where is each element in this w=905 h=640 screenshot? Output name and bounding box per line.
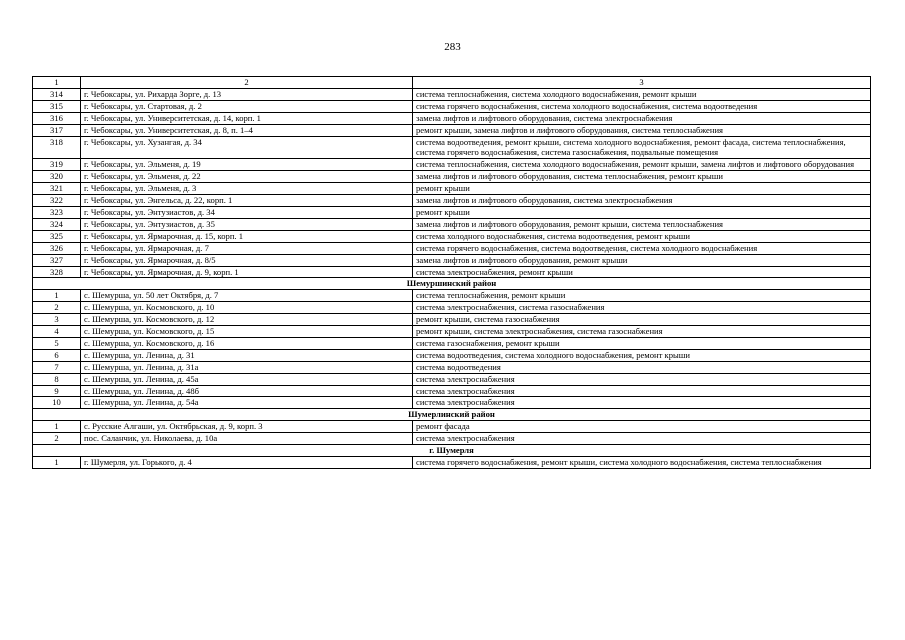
row-number-cell: 322 — [33, 195, 81, 207]
table-row — [33, 457, 871, 469]
works-cell: замена лифтов и лифтового оборудования, ремонт крыши — [413, 254, 871, 266]
row-number-cell: 327 — [33, 254, 81, 266]
row-number-cell: 5 — [33, 337, 81, 349]
page-number: 283 — [444, 41, 461, 53]
works-cell: система горячего водоснабжения, ремонт крыши, система холодного водоснабжения, система теплоснабжения — [413, 457, 871, 469]
address-cell: г. Чебоксары, ул. Ярмарочная, д. 8/5 — [81, 254, 413, 266]
table-row — [33, 171, 871, 183]
table-row — [33, 290, 871, 302]
table-row — [33, 326, 871, 338]
works-cell: система водоотведения, ремонт крыши, система холодного водоснабжения, ремонт фасада, система теплоснабжения, система горячего водоснабжения, система газоснабжения, подвальные помещения — [413, 136, 871, 159]
works-cell: система электроснабжения, система газоснабжения — [413, 302, 871, 314]
column-number-1: 1 — [33, 77, 81, 89]
address-cell: с. Шемурша, ул. Космовского, д. 12 — [81, 314, 413, 326]
works-cell: ремонт крыши — [413, 183, 871, 195]
works-cell: система горячего водоснабжения, система холодного водоснабжения, система водоотведения — [413, 100, 871, 112]
address-cell: с. Шемурша, ул. Ленина, д. 45а — [81, 373, 413, 385]
address-cell: с. Русские Алгаши, ул. Октябрьская, д. 9, корп. 3 — [81, 421, 413, 433]
works-cell: замена лифтов и лифтового оборудования, система электроснабжения — [413, 195, 871, 207]
row-number-cell: 2 — [33, 302, 81, 314]
row-number-cell: 316 — [33, 112, 81, 124]
address-cell: г. Чебоксары, ул. Энтузиастов, д. 35 — [81, 218, 413, 230]
repair-program-table — [32, 76, 871, 469]
header-row — [33, 77, 871, 89]
address-cell: с. Шемурша, ул. 50 лет Октября, д. 7 — [81, 290, 413, 302]
address-cell: г. Чебоксары, ул. Ярмарочная, д. 15, корп. 1 — [81, 230, 413, 242]
works-cell: ремонт фасада — [413, 421, 871, 433]
address-cell: г. Чебоксары, ул. Эльменя, д. 3 — [81, 183, 413, 195]
row-number-cell: 320 — [33, 171, 81, 183]
row-number-cell: 6 — [33, 349, 81, 361]
address-cell: г. Чебоксары, ул. Хузангая, д. 34 — [81, 136, 413, 159]
table-row — [33, 397, 871, 409]
address-cell: пос. Саланчик, ул. Николаева, д. 10а — [81, 433, 413, 445]
table-row — [33, 314, 871, 326]
row-number-cell: 317 — [33, 124, 81, 136]
table-row — [33, 218, 871, 230]
table-row — [33, 112, 871, 124]
address-cell: с. Шемурша, ул. Ленина, д. 54а — [81, 397, 413, 409]
row-number-cell: 328 — [33, 266, 81, 278]
works-cell: замена лифтов и лифтового оборудования, система электроснабжения — [413, 112, 871, 124]
table-row — [33, 230, 871, 242]
row-number-cell: 3 — [33, 314, 81, 326]
row-number-cell: 1 — [33, 290, 81, 302]
table-row — [33, 136, 871, 159]
row-number-cell: 7 — [33, 361, 81, 373]
works-cell: система теплоснабжения, система холодного водоснабжения, ремонт крыши, замена лифтов и лифтового оборудования — [413, 159, 871, 171]
works-cell: система теплоснабжения, ремонт крыши — [413, 290, 871, 302]
row-number-cell: 2 — [33, 433, 81, 445]
works-cell: ремонт крыши, система электроснабжения, система газоснабжения — [413, 326, 871, 338]
address-cell: с. Шемурша, ул. Космовского, д. 16 — [81, 337, 413, 349]
works-cell: система электроснабжения, ремонт крыши — [413, 266, 871, 278]
table-row — [33, 349, 871, 361]
works-cell: система холодного водоснабжения, система водоотведения, ремонт крыши — [413, 230, 871, 242]
row-number-cell: 324 — [33, 218, 81, 230]
table-row — [33, 183, 871, 195]
section-title: г. Шумерля — [33, 445, 871, 457]
works-cell: система газоснабжения, ремонт крыши — [413, 337, 871, 349]
works-cell: ремонт крыши, замена лифтов и лифтового оборудования, система теплоснабжения — [413, 124, 871, 136]
address-cell: г. Шумерля, ул. Горького, д. 4 — [81, 457, 413, 469]
address-cell: г. Чебоксары, ул. Университетская, д. 8, п. 1–4 — [81, 124, 413, 136]
section-heading-row — [33, 409, 871, 421]
works-cell: система водоотведения — [413, 361, 871, 373]
section-title: Шумерлинский район — [33, 409, 871, 421]
row-number-cell: 9 — [33, 385, 81, 397]
row-number-cell: 4 — [33, 326, 81, 338]
row-number-cell: 325 — [33, 230, 81, 242]
row-number-cell: 319 — [33, 159, 81, 171]
address-cell: г. Чебоксары, ул. Рихарда Зорге, д. 13 — [81, 88, 413, 100]
works-cell: система электроснабжения — [413, 397, 871, 409]
column-number-2: 2 — [81, 77, 413, 89]
table-body — [33, 77, 871, 469]
table-row — [33, 206, 871, 218]
table-row — [33, 433, 871, 445]
address-cell: г. Чебоксары, ул. Эльменя, д. 19 — [81, 159, 413, 171]
address-cell: г. Чебоксары, ул. Стартовая, д. 2 — [81, 100, 413, 112]
table-row — [33, 337, 871, 349]
row-number-cell: 8 — [33, 373, 81, 385]
table-row — [33, 159, 871, 171]
section-heading-row — [33, 278, 871, 290]
works-cell: ремонт крыши, система газоснабжения — [413, 314, 871, 326]
works-cell: ремонт крыши — [413, 206, 871, 218]
row-number-cell: 314 — [33, 88, 81, 100]
table-row — [33, 302, 871, 314]
row-number-cell: 10 — [33, 397, 81, 409]
row-number-cell: 326 — [33, 242, 81, 254]
address-cell: с. Шемурша, ул. Ленина, д. 31 — [81, 349, 413, 361]
address-cell: г. Чебоксары, ул. Эльменя, д. 22 — [81, 171, 413, 183]
works-cell: система теплоснабжения, система холодного водоснабжения, ремонт крыши — [413, 88, 871, 100]
address-cell: г. Чебоксары, ул. Ярмарочная, д. 7 — [81, 242, 413, 254]
table-row — [33, 124, 871, 136]
works-cell: замена лифтов и лифтового оборудования, система теплоснабжения, ремонт крыши — [413, 171, 871, 183]
works-cell: система водоотведения, система холодного водоснабжения, ремонт крыши — [413, 349, 871, 361]
table-row — [33, 266, 871, 278]
address-cell: г. Чебоксары, ул. Энгельса, д. 22, корп. 1 — [81, 195, 413, 207]
address-cell: с. Шемурша, ул. Космовского, д. 15 — [81, 326, 413, 338]
section-heading-row — [33, 445, 871, 457]
table-row — [33, 195, 871, 207]
works-cell: замена лифтов и лифтового оборудования, ремонт крыши, система теплоснабжения — [413, 218, 871, 230]
table-row — [33, 88, 871, 100]
works-cell: система электроснабжения — [413, 373, 871, 385]
table-row — [33, 361, 871, 373]
row-number-cell: 1 — [33, 421, 81, 433]
section-title: Шемуршинский район — [33, 278, 871, 290]
row-number-cell: 1 — [33, 457, 81, 469]
table-row — [33, 421, 871, 433]
row-number-cell: 323 — [33, 206, 81, 218]
works-cell: система электроснабжения — [413, 385, 871, 397]
works-cell: система электроснабжения — [413, 433, 871, 445]
table-row — [33, 242, 871, 254]
works-cell: система горячего водоснабжения, система водоотведения, система холодного водоснабжения — [413, 242, 871, 254]
row-number-cell: 318 — [33, 136, 81, 159]
table-row — [33, 373, 871, 385]
table-row — [33, 385, 871, 397]
table-row — [33, 254, 871, 266]
table-row — [33, 100, 871, 112]
address-cell: г. Чебоксары, ул. Ярмарочная, д. 9, корп. 1 — [81, 266, 413, 278]
address-cell: с. Шемурша, ул. Ленина, д. 48б — [81, 385, 413, 397]
address-cell: г. Чебоксары, ул. Университетская, д. 14, корп. 1 — [81, 112, 413, 124]
row-number-cell: 321 — [33, 183, 81, 195]
column-number-3: 3 — [413, 77, 871, 89]
address-cell: г. Чебоксары, ул. Энтузиастов, д. 34 — [81, 206, 413, 218]
address-cell: с. Шемурша, ул. Ленина, д. 31а — [81, 361, 413, 373]
row-number-cell: 315 — [33, 100, 81, 112]
address-cell: с. Шемурша, ул. Космовского, д. 10 — [81, 302, 413, 314]
